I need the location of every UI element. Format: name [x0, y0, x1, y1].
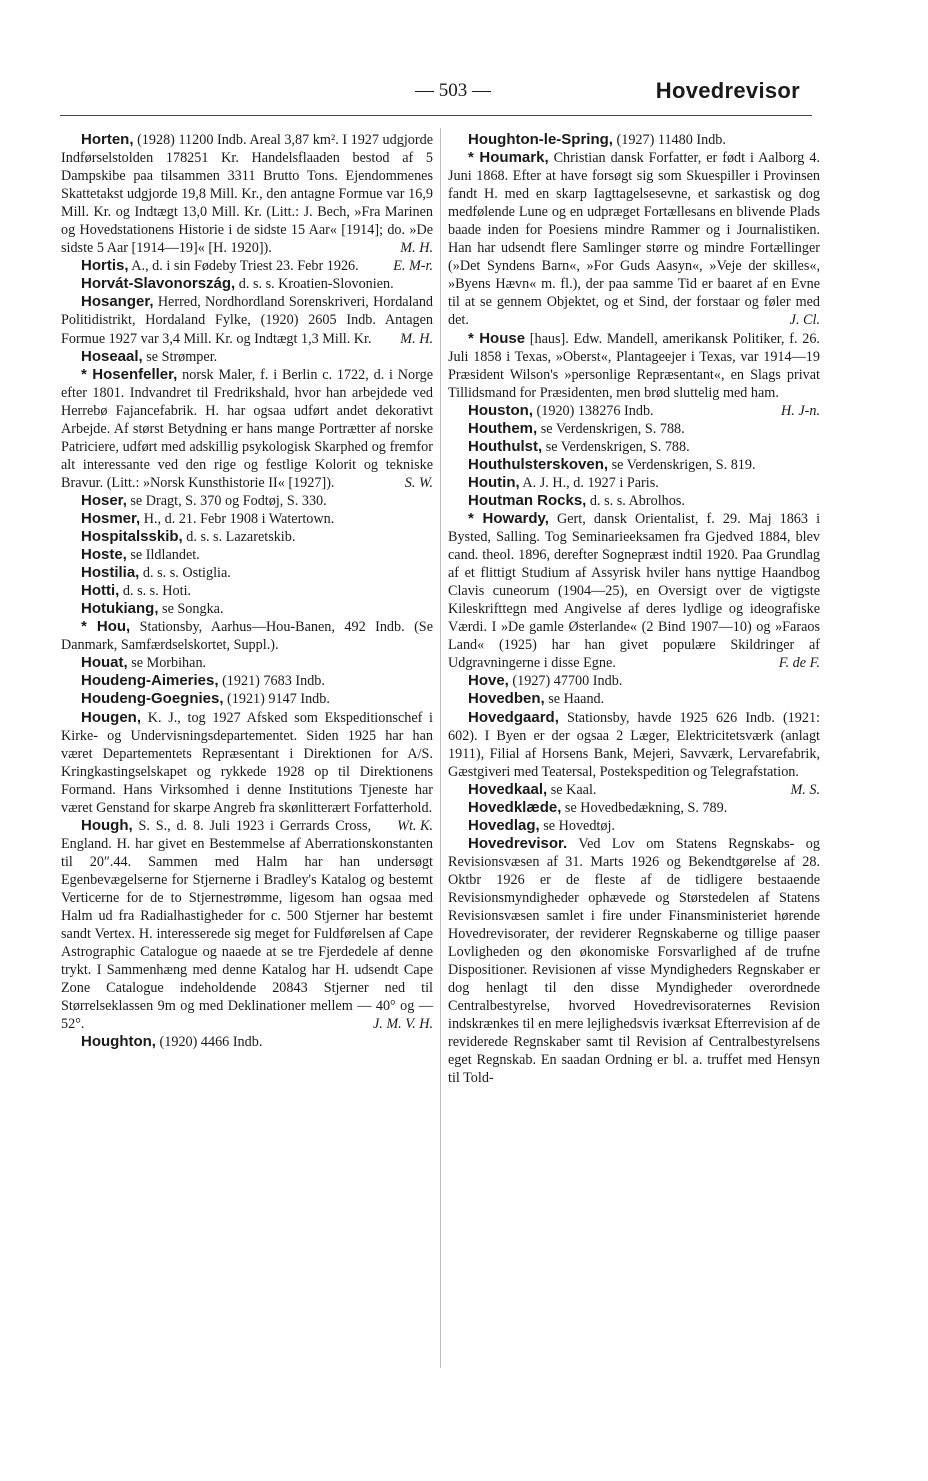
entry [61, 528, 433, 546]
column-divider [440, 128, 441, 1368]
page-number: — 503 — [415, 80, 491, 101]
entry [448, 817, 820, 835]
entry [61, 582, 433, 600]
entry-text: se Morbihan. [131, 655, 207, 672]
entry-headword: * Hou, [81, 618, 131, 636]
entry [448, 799, 820, 817]
entry-headword: Hovedklæde, [468, 798, 562, 816]
entry [61, 546, 433, 564]
entry-headword: Houghton, [81, 1033, 156, 1051]
entry-headword: Horvát-Slavonország, [81, 275, 236, 293]
entry-signature: F. de F. [778, 655, 820, 672]
entry-text: S. S., d. 8. Juli 1923 i Gerrards Cross, England. H. har givet en Bestemmelse af Aberrationskonstanten til 20″.44. Sammen med Halm har han undersøgt Egenbevægelserne for Stjernerne i Bradley's Katalog og bestemt Verticerne for de to Stjernestrømme, ligesom han ogsaa med Halm ud fra Radialhastigheder for c. 500 Stjerner har bestemt sandt Vertex. H. interesserede sig meget for Fuldførelsen af Cape Astrographic Catalogue og naaede at se tre Fjerdedele af denne trykt. I Sammenhæng med denne Katalog har H. udsendt Cape Zone Catalogue indeholdende 20843 Stjerner ned til Størrelseklassen 9m og med Deklinationer mellem — 40° og — 52°. [61, 817, 433, 1033]
entry-headword: Houthem, [468, 419, 538, 437]
entry [448, 456, 820, 474]
entry-text: (1920) 4466 Indb. [159, 1034, 263, 1051]
entry [61, 654, 433, 672]
entry-text: d. s. s. Abrolhos. [589, 492, 685, 509]
entry-headword: * House [468, 329, 526, 347]
entry-headword: Houtman Rocks, [468, 491, 587, 509]
entry-text: se Verdenskrigen, S. 788. [540, 420, 685, 437]
entry [61, 672, 433, 690]
entry-text: se Songka. [162, 601, 224, 618]
entry-headword: Houdeng-Aimeries, [81, 672, 219, 690]
entry-signature: M. S. [790, 781, 820, 798]
entry-headword: Houghton-le-Spring, [468, 131, 613, 148]
entry-text: se Kaal. [550, 781, 597, 798]
entry-text: Herred, Nordhordland Sorenskriveri, Hordaland Politidistrikt, Hordaland Fylke, (1920) 2605 Indb. Antagen Formue 1927 var 3,4 Mill. Kr. og Indtægt 1,3 Mill. Kr. [61, 294, 434, 347]
entry-text: se Ildlandet. [130, 547, 200, 564]
entry-headword: Horten, [81, 131, 134, 148]
entry-headword: Hosanger, [81, 293, 154, 311]
entry [448, 474, 820, 492]
entry-headword: Hough, [81, 816, 133, 834]
entry-headword: Hougen, [81, 708, 141, 726]
entry [61, 600, 433, 618]
entry-signature: J. Cl. [789, 312, 820, 329]
entry-headword: Houthulsterskoven, [468, 455, 609, 473]
entry-headword: * Howardy, [468, 509, 549, 527]
entry-headword: Hotti, [81, 582, 120, 600]
entry [61, 366, 433, 492]
entry-headword: Hotukiang, [81, 600, 159, 618]
entry-text: (1928) 11200 Indb. Areal 3,87 km². I 1927 udgjorde Indførselstolden 178251 Kr. Handelsflaaden bestod af 5 Dampskibe paa tilsammen 3311 Brutto Tons. Ejendommenes Skattetakst udgjorde 19,8 Mill. Kr., den antagne Formue var 16,9 Mill. Kr. og Indtægt 13,0 Mill. Kr. (Litt.: J. Bech, »Fra Marinen og Hovedstationens Historie i de sidste 15 Aar« [1914]; do. »De sidste 5 Aar [1914—19]« [H. 1920]). [61, 132, 433, 257]
entry-text: d. s. s. Kroatien-Slovonien. [238, 276, 394, 293]
entry-text: se Verdenskrigen, S. 788. [545, 438, 690, 455]
running-head: Hovedrevisor [655, 78, 800, 103]
entry-headword: * Houmark, [468, 149, 549, 167]
entry-signature: M. H. [400, 330, 433, 347]
entry-headword: Houtin, [468, 473, 520, 491]
entry-headword: Hovedgaard, [468, 708, 559, 726]
entry-signature: H. J-n. [780, 402, 820, 419]
entry-headword: Hovedkaal, [468, 780, 548, 798]
entry-signature: E. M-r. [393, 258, 433, 275]
entry-text: (1921) 9147 Indb. [227, 691, 330, 708]
entry-headword: Houston, [468, 401, 533, 419]
entry-text: se Strømper. [146, 348, 218, 365]
entry-text: se Haand. [548, 691, 605, 708]
entry [448, 492, 820, 510]
entry-headword: Hortis, [81, 257, 129, 275]
entry-headword: Houthulst, [468, 437, 543, 455]
entry-headword: Hove, [468, 672, 509, 690]
header-rule [60, 115, 812, 116]
entry-headword: Houat, [81, 654, 128, 672]
entry-headword: Hovedben, [468, 690, 545, 708]
entry-headword: Hoser, [81, 491, 127, 509]
entry [61, 1033, 433, 1051]
entry [448, 149, 820, 329]
entry-text: (1920) 138276 Indb. [536, 402, 654, 419]
entry [448, 835, 820, 1088]
entry-text: (1921) 7683 Indb. [222, 673, 325, 690]
entry-text: H., d. 21. Febr 1908 i Watertown. [143, 510, 335, 527]
entry-text: Ved Lov om Statens Regnskabs- og Revisionsvæsen af 31. Marts 1926 og Bekendtgørelse af 28. Oktbr 1926 er de fleste af de tidligere bestaaende Revisionsmyndigheder ophævede og Størstedelen af Statens Revisionsvæsen samlet i fire under Finansministeriet hørende Hovedrevisorater, der reviderer Regnskaberne og tillige paaser Lovligheden og den økonomiske Forsvarlighed af de trufne Dispositioner. Revisionen af visse Myndigheders Regnskaber er dog henlagt til den disse Myndigheder overordnede Centralbestyrelse, hvorved Hovedrevisoraternes Revision indskrænkes til en mere lejlighedsvis iværksat Efterrevision af de reviderede Regnskaber samt til Revision af Centralbestyrelsens eget Regnskab. En saadan Ordning er bl. a. truffet med Hensyn til Told- [448, 835, 820, 1087]
entry [61, 131, 433, 257]
entry-headword: Hovedrevisor. [468, 834, 568, 852]
entry [448, 690, 820, 708]
entry-text: se Verdenskrigen, S. 819. [611, 456, 756, 473]
entry [61, 275, 433, 293]
entry-signature: S. W. [404, 474, 433, 491]
entry-text: d. s. s. Lazaretskib. [186, 529, 296, 546]
entry-signature: J. M. V. H. [372, 1016, 433, 1033]
entry-text: Christian dansk Forfatter, er født i Aalborg 4. Juni 1868. Efter at have forsøgt sig som Skuespiller i Provinsen fandt H. med en skarp Iagttagelsesevne, et sarkastisk og dog medfølende Lune og en udpræget Fortællesans en blivende Plads baade inden for Poesiens mindre Rammer og i Journalistiken. Han har udsendt flere Samlinger større og mindre Fortællinger (»Det Syndens Barn«, »For Guds Aasyn«, »Veje der skilles«, »Byens Hævn« m. fl.), der paa samme Tid er baaret af en Evne til at se gennem Objektet, og et Sind, der forstaar og føler med det. [448, 150, 821, 329]
entry-text: se Hovedtøj. [543, 817, 615, 834]
entry [448, 672, 820, 690]
entry-headword: * Hosenfeller, [81, 365, 178, 383]
entry-text: d. s. s. Hoti. [122, 583, 192, 600]
entry-headword: Houdeng-Goegnies, [81, 690, 224, 708]
entry-text: d. s. s. Ostiglia. [142, 565, 231, 582]
left-column [61, 131, 433, 1051]
entry [61, 690, 433, 708]
entry [61, 257, 433, 275]
entry-headword: Hospitalsskib, [81, 528, 183, 546]
entry [448, 131, 820, 149]
page-header [60, 80, 800, 110]
entry [61, 618, 433, 654]
entry-text: Stationsby, havde 1925 626 Indb. (1921: 602). I Byen er der ogsaa 2 Læger, Elektricitetsværk (anlagt 1911), Filial af Horsens Bank, Mejeri, Savværk, Lervarefabrik, Gæstgiveri med Teatersal, Postekspedition og Telegrafstation. [448, 709, 820, 780]
entry-headword: Hovedlag, [468, 816, 540, 834]
entry-headword: Hoseaal, [81, 347, 143, 365]
entry-text: K. J., tog 1927 Afsked som Ekspeditionschef i Kirke- og Undervisningsdepartementet. Siden 1925 har han været Departementets Repræsentant i Direktionen for A/S. Kringkastingselskapet og rykkede 1928 op til Direktionens Formand. Hans Virksomhed i denne Institutions Tjeneste har været Genstand for skarpe Angreb fra skønlitterært Forfatterhold. [61, 709, 433, 816]
entry [448, 510, 820, 672]
entry [61, 510, 433, 528]
entry-text: (1927) 11480 Indb. [616, 132, 726, 148]
entry-text: norsk Maler, f. i Berlin c. 1722, d. i Norge efter 1801. Indvandret til Fredrikshald, hvor han arbejdede ved Herrebø Fajancefabrik. H. har ogsaa udført andet dekorativt Arbejde. Af størst Betydning er hans mange Portrætter af norske Patriciere, udført med adskillig psykologisk Skarphed og fremfor alt interessante ved den rige og festlige Kolorit og tekniske Bravur. (Litt.: »Norsk Kunsthistorie II« [1927]). [61, 366, 434, 491]
entry-signature: Wt. K. [397, 817, 433, 834]
entry-text: se Hovedbedækning, S. 789. [564, 799, 728, 816]
entry [61, 564, 433, 582]
entry-text: Gert, dansk Orientalist, f. 29. Maj 1863 i Bysted, Salling. Tog Seminarieeksamen fra Gjedved 1884, blev cand. theol. 1896, derefter Sognepræst indtil 1920. Paa Grundlag af et flittigt Studium af Assyrisk hviler hans nyttige Haandbog Clavis cuneorum (1904—25), en Oversigt over de vigtigste Kileskrifttegn med Angivelse af deres lydlige og ideografiske Værdi. I »De gamle Østerlande« (2 Bind 1907—10) og »Faraos Land« (1925) har han givet populære Skildringer af Udgravningerne i disse Egne. [448, 510, 821, 672]
entry-text: A. J. H., d. 1927 i Paris. [522, 474, 659, 491]
entry-text: (1927) 47700 Indb. [512, 673, 623, 690]
entry [61, 293, 433, 347]
entry-headword: Hoste, [81, 546, 127, 564]
entry-signature: M. H. [400, 240, 433, 257]
entry-text: se Dragt, S. 370 og Fodtøj, S. 330. [130, 492, 327, 509]
entry-text: Stationsby, Aarhus—Hou-Banen, 492 Indb. (Se Danmark, Samfærdselskortet, Suppl.). [61, 619, 433, 654]
entry [448, 438, 820, 456]
right-column [448, 131, 820, 1087]
entry [61, 492, 433, 510]
entry-headword: Hostilia, [81, 564, 140, 582]
entry [61, 348, 433, 366]
entry-text: [haus]. Edw. Mandell, amerikansk Politiker, f. 26. Juli 1858 i Texas, »Oberst«, Plantageejer i Texas, var 1914—19 Præsident Wilson's »personlige Repræsentant«, en Slags privat Tillidsmand for Præsidenten, men brød sluttelig med ham. [448, 330, 820, 401]
entry [61, 817, 433, 1034]
entry-headword: Hosmer, [81, 509, 141, 527]
entry [448, 420, 820, 438]
entry-text: A., d. i sin Fødeby Triest 23. Febr 1926. [131, 258, 359, 275]
